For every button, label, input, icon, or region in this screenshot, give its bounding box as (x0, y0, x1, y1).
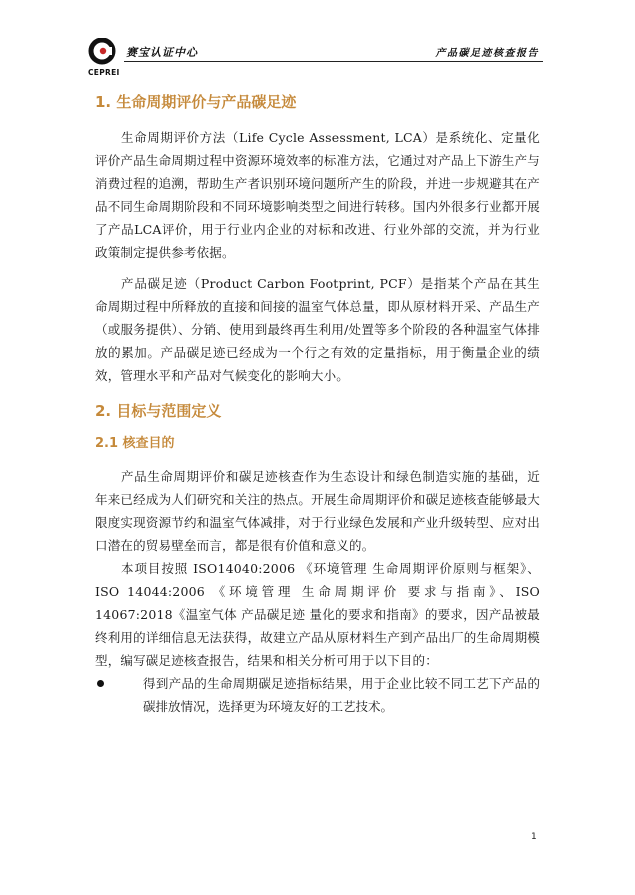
organization-name: 赛宝认证中心 (126, 46, 198, 59)
header-divider (124, 61, 543, 62)
logo-wordmark: CEPREI (88, 68, 120, 77)
section-2-title: 2. 目标与范围定义 (95, 402, 222, 420)
page-header (88, 38, 543, 78)
bullet-item-text: 得到产品的生命周期碳足迹指标结果，用于企业比较不同工艺下产品的碳排放情况，选择更为环境友好的工艺技术。 (143, 676, 540, 714)
section-2-paragraph-1: 产品生命周期评价和碳足迹核查作为生态设计和绿色制造实施的基础，近年来已经成为人们研究和关注的热点。开展生命周期评价和碳足迹核查能够最大限度实现资源节约和温室气体减排，对于行业绿色发展和产业升级转型、应对出口潜在的贸易壁垒而言，都是很有价值和意义的。 (95, 469, 540, 553)
page-content (95, 90, 540, 718)
section-1-paragraph-1: 生命周期评价方法（Life Cycle Assessment, LCA）是系统化、定量化评价产品生命周期过程中资源环境效率的标准方法，它通过对产品上下游生产与消费过程的追溯，帮助生产者识别环境问题所产生的阶段，并进一步规避其在产品不同生命周期阶段和不同环境影响类型之间进行转移。国内外很多行业都开展了产品LCA评价，用于行业内企业的对标和改进、行业外部的交流，并为行业政策制定提供参考依据。 (95, 130, 540, 260)
page-number: 1 (531, 832, 537, 842)
section-1-paragraph-2: 产品碳足迹（Product Carbon Footprint, PCF）是指某个产品在其生命周期过程中所释放的直接和间接的温室气体总量，即从原材料开采、产品生产（或服务提供）、分销、使用到最终再生利用/处置等多个阶段的各种温室气体排放的累加。产品碳足迹已经成为一个行之有效的定量指标，用于衡量企业的绩效，管理水平和产品对气候变化的影响大小。 (95, 276, 540, 383)
bullet-dot-icon (97, 680, 104, 687)
section-1-title: 1. 生命周期评价与产品碳足迹 (95, 93, 297, 111)
bullet-item (95, 672, 540, 718)
section-2-paragraph-2: 本项目按照 ISO14040:2006 《环境管理 生命周期评价原则与框架》、ISO 14044:2006 《环境管理 生命周期评价 要求与指南》、ISO 14067:2018《温室气体 产品碳足迹 量化的要求和指南》的要求，因产品被最终利用的详细信息无法获得，故建立产品从原材料生产到产品出厂的生命周期模型，编写碳足迹核查报告，结果和相关分析可用于以下目的： (95, 561, 540, 668)
section-2-1-title: 2.1 核查目的 (95, 436, 175, 451)
report-title: 产品碳足迹核查报告 (435, 48, 539, 59)
